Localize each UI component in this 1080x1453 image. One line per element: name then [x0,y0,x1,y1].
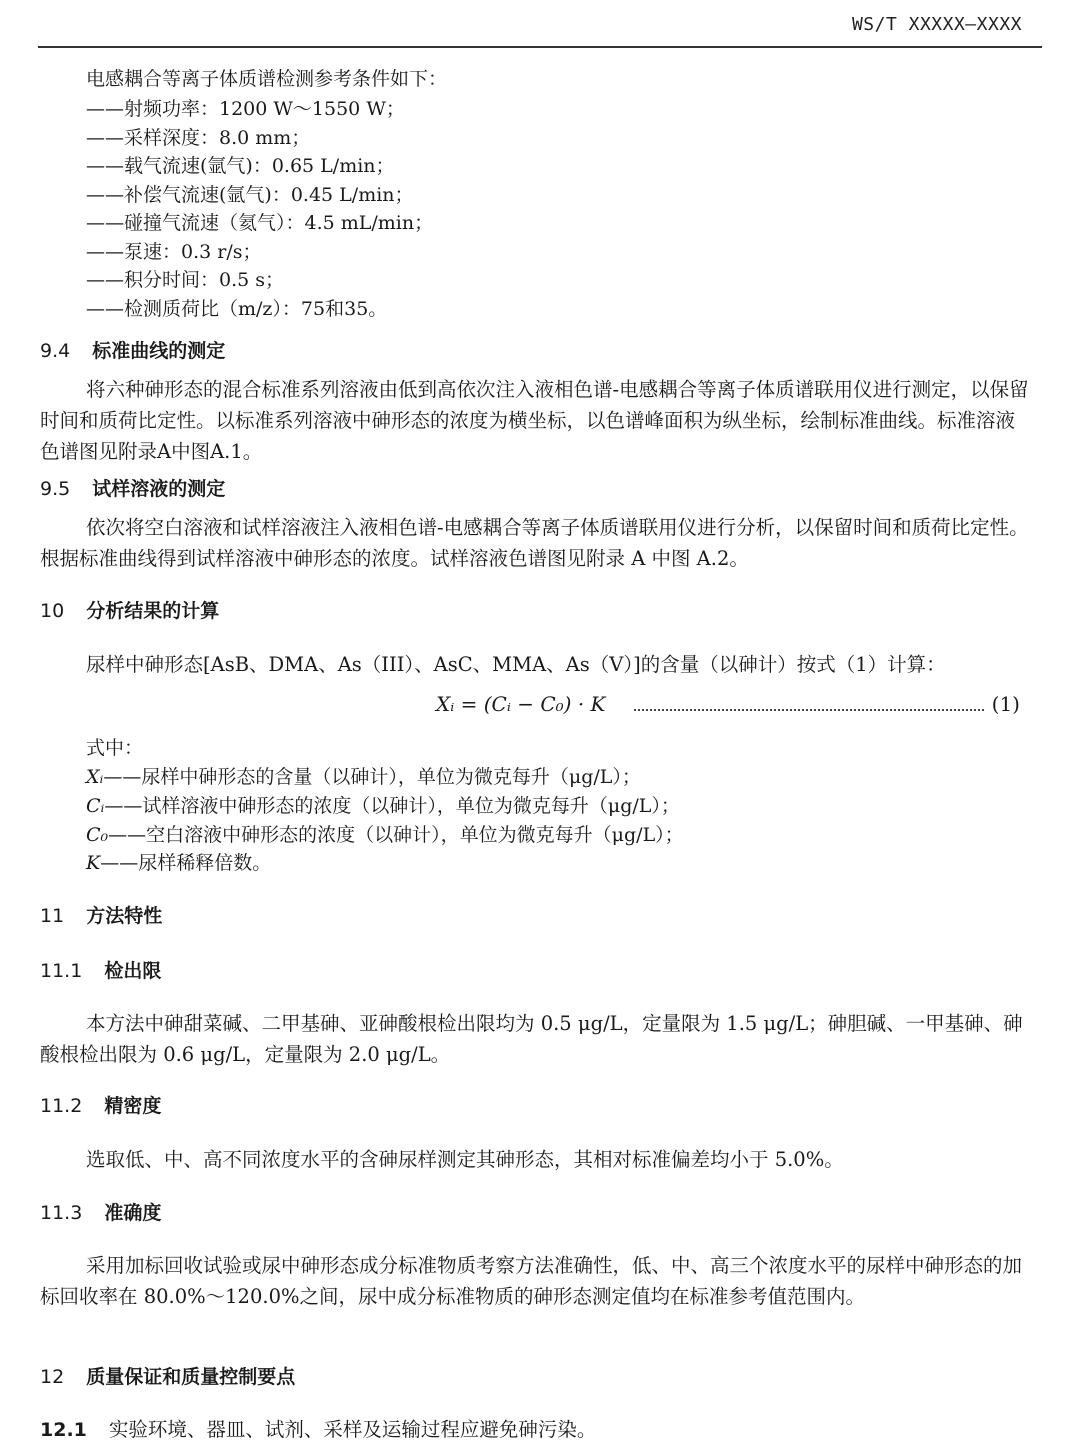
section-number: 11.2 [40,1095,83,1117]
section-12-1-body: 实验环境、器皿、试剂、采样及运输过程应避免砷污染。 [108,1418,597,1441]
section-heading-12 [40,1364,295,1390]
variable-definition [86,822,684,848]
section-11-3-body: 采用加标回收试验或尿中砷形态成分标准物质考察方法准确性，低、中、高三个浓度水平的尿样中砷形态的加标回收率在 80.0%～120.0%之间，尿中成分标准物质的砷形态测定值均在标准参考值范围内。 [40,1254,1023,1308]
section-title: 标准曲线的测定 [92,340,226,362]
icp-conditions-intro: 电感耦合等离子体质谱检测参考条件如下： [86,68,448,90]
section-number: 11.3 [40,1202,83,1224]
section-heading-11-1 [40,958,161,984]
section-number: 9.5 [40,478,71,500]
where-label: 式中： [86,737,144,759]
header-rule [38,46,1042,48]
section-number: 12.1 [40,1419,87,1441]
variable-description: ——尿样中砷形态的含量（以砷计），单位为微克每升（μg/L）； [103,766,641,788]
variable-symbol: Xᵢ [86,766,104,788]
section-title: 质量保证和质量控制要点 [86,1366,296,1388]
section-title: 分析结果的计算 [86,600,220,622]
section-number: 11 [40,905,65,927]
section-number: 12 [40,1366,65,1388]
icp-condition-item: ——积分时间：0.5 s； [86,269,285,291]
section-10-intro: 尿样中砷形态[AsB、DMA、As（III）、AsC、MMA、As（V）]的含量（以砷计）按式（1）计算： [86,653,946,676]
icp-condition-item: ——碰撞气流速（氦气）：4.5 mL/min； [86,212,434,234]
section-number: 11.1 [40,960,83,982]
variable-symbol: C₀ [86,824,109,846]
icp-condition-item: ——射频功率：1200 W～1550 W； [86,98,405,120]
standard-code: WS/T XXXXX—XXXX [851,14,1022,35]
icp-condition-item: ——补偿气流速(氩气)：0.45 L/min； [86,184,414,206]
section-11-2-body: 选取低、中、高不同浓度水平的含砷尿样测定其砷形态，其相对标准偏差均小于 5.0%。 [86,1148,844,1171]
section-number: 9.4 [40,340,71,362]
section-title: 方法特性 [86,905,163,927]
formula-dot-leader [634,709,984,711]
variable-definition [86,793,680,819]
icp-condition-item: ——采样深度：8.0 mm； [86,127,311,149]
section-number: 10 [40,600,65,622]
section-9-4-body: 将六种砷形态的混合标准系列溶液由低到高依次注入液相色谱-电感耦合等离子体质谱联用仪进行测定，以保留时间和质荷比定性。以标准系列溶液中砷形态的浓度为横坐标，以色谱峰面积为纵坐标，绘制标准曲线。标准溶液色谱图见附录A中图A.1。 [40,378,1029,463]
section-heading-9-4 [40,338,225,364]
variable-definition [86,850,271,876]
variable-definition [86,764,641,790]
section-11-1-body: 本方法中砷甜菜碱、二甲基砷、亚砷酸根检出限均为 0.5 μg/L，定量限为 1.5 μg/L；砷胆碱、一甲基砷、砷酸根检出限为 0.6 μg/L，定量限为 2.0 μg/L。 [40,1012,1023,1066]
section-title: 检出限 [104,960,162,982]
formula-expression: Xᵢ = (Cᵢ − C₀) · K [436,692,606,716]
section-heading-10 [40,598,219,624]
variable-symbol: K [86,852,101,874]
section-heading-12-1 [40,1417,596,1443]
icp-condition-item: ——检测质荷比（m/z）：75和35。 [86,298,388,320]
variable-symbol: Cᵢ [86,795,105,817]
section-title: 准确度 [104,1202,162,1224]
section-title: 试样溶液的测定 [92,478,226,500]
variable-description: ——空白溶液中砷形态的浓度（以砷计），单位为微克每升（μg/L）； [108,824,684,846]
section-heading-11-2 [40,1093,161,1119]
section-title: 精密度 [104,1095,162,1117]
icp-condition-item: ——载气流速(氩气)：0.65 L/min； [86,155,395,177]
formula-1 [436,690,1020,718]
section-heading-9-5 [40,476,225,502]
section-heading-11 [40,903,162,929]
variable-description: ——试样溶液中砷形态的浓度（以砷计），单位为微克每升（μg/L）； [104,795,680,817]
variable-description: ——尿样稀释倍数。 [100,852,272,874]
section-9-5-body: 依次将空白溶液和试样溶液注入液相色谱-电感耦合等离子体质谱联用仪进行分析，以保留时间和质荷比定性。根据标准曲线得到试样溶液中砷形态的浓度。试样溶液色谱图见附录 A 中图 A.2。 [40,516,1029,570]
section-heading-11-3 [40,1200,161,1226]
icp-condition-item: ——泵速：0.3 r/s； [86,241,262,263]
equation-number: (1) [991,692,1020,716]
